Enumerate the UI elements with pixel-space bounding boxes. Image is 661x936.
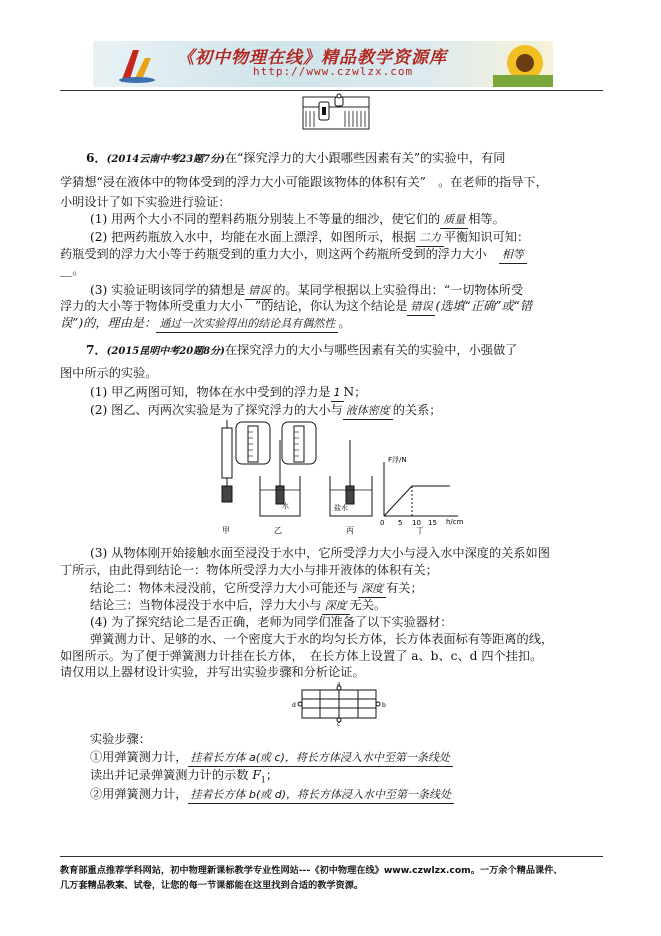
answer-blank: 相等 xyxy=(499,247,527,264)
fig-label-bing: 丙 xyxy=(346,526,354,535)
banner-url[interactable]: http://www.czwlzx.com xyxy=(253,65,414,78)
footer-rule xyxy=(60,856,603,857)
q6-part-1: (1) 用两个大小不同的塑料药瓶分别装上不等量的细沙，使它们的 质量 相等。 xyxy=(90,211,505,229)
q6-part-2: (2) 把两药瓶放入水中，均能在水面上漂浮，如图所示，根据 二力 平衡知识可知： xyxy=(90,229,529,247)
answer-blank: 深度 xyxy=(322,598,350,615)
footer-line-2: 几万套精品教案、试卷，让您的每一节课都能在这里找到合适的教学资源。 xyxy=(60,880,364,891)
hook-label-d: d xyxy=(292,702,296,709)
q6-part-3-reason: 误”)的，理由是： 通过一次实验得出的结论具有偶然性 。 xyxy=(60,315,351,333)
q6-line-1 xyxy=(86,150,505,168)
q7-part-4-b: 弹簧测力计、足够的水、一个密度大于水的均匀长方体，长方体表面标有等距离的线， xyxy=(90,632,554,646)
hook-label-b: b xyxy=(382,702,386,709)
graph-xlabel: h/cm xyxy=(446,518,464,526)
fig-label-ding: 丁 xyxy=(416,526,424,535)
q6-number: 6． xyxy=(86,151,107,165)
q6-part-2-cont: 药瓶受到的浮力大小等于药瓶受到的重力大小，则这两个药瓶所受到的浮力大小 相等 xyxy=(60,246,527,264)
beaker-label-saltwater: 盐水 xyxy=(334,504,348,512)
q6-part-3: (3) 实验证明该同学的猜想是 错误 的。某同学根据以上实验得出：“一切物体所受 xyxy=(90,282,523,300)
q7-conclusion-3: 结论三：当物体浸没于水中后，浮力大小与 深度 无关。 xyxy=(90,597,386,615)
q7-line-1 xyxy=(86,342,517,360)
q7-part-4: (4) 为了探究结论二是否正确，老师为同学们准备了以下实验器材： xyxy=(90,615,453,629)
q7-number: 7． xyxy=(86,343,107,357)
hook-label-c: c xyxy=(337,721,341,726)
q6-line-2: 学猜想“浸在液体中的物体受到的浮力大小可能跟该物体的体积有关” 。在老师的指导下， xyxy=(60,175,548,189)
steps-title: 实验步骤： xyxy=(90,732,151,746)
answer-blank: 二力 xyxy=(416,230,444,247)
answer-blank: 错误 xyxy=(407,299,435,316)
hook-label-a: a xyxy=(337,681,341,688)
q6-underscore: __。 xyxy=(60,263,85,277)
q7-line-2: 图中所示的实验。 xyxy=(60,366,158,380)
answer-blank: 挂着长方体 a(或 c)，将长方体浸入水中至第一条线处 xyxy=(188,750,453,767)
q7-part-2: (2) 图乙、丙两次实验是为了探究浮力的大小与 液体密度 的关系； xyxy=(90,402,441,420)
answer-blank: 通过一次实验得出的结论具有偶然性 xyxy=(156,316,338,333)
header-rule xyxy=(60,90,603,91)
header-banner xyxy=(93,41,553,87)
buoyancy-depth-graph xyxy=(380,455,464,527)
fig-label-yi: 乙 xyxy=(274,526,282,535)
sunflower-image xyxy=(493,41,553,87)
banner-title: 《初中物理在线》精品教学资源库 xyxy=(177,48,447,68)
q6-text: 在“探究浮力的大小跟哪些因素有关”的实验中，有同 xyxy=(224,151,506,165)
answer-blank: 深度 xyxy=(358,581,386,598)
answer-blank: 错误 xyxy=(245,283,273,300)
fig-label-jia: 甲 xyxy=(222,526,230,535)
answer-blank: 液体密度 xyxy=(343,403,393,420)
q7-text: 在探究浮力的大小与哪些因素有关的实验中，小强做了 xyxy=(224,343,518,357)
cuboid-figure xyxy=(288,680,388,726)
footer-line-1: 教育部重点推荐学科网站，初中物理新课标教学专业性网站---《初中物理在线》www.czwlzx.com。一万余个精品课件、 xyxy=(60,865,563,876)
answer-blank: 挂着长方体 b(或 d)，将长方体浸入水中至第一条线处 xyxy=(188,787,455,804)
graph-xtick: 0 xyxy=(380,519,385,527)
step-1-cont: 读出并记录弹簧测力计的示数 $F_1$； xyxy=(90,768,279,785)
floating-bottles-figure xyxy=(297,93,377,133)
q7-conclusion-2: 结论二：物体未浸没前，它所受浮力大小可能还与 深度 有关； xyxy=(90,580,423,598)
answer-blank: 1 xyxy=(331,385,344,402)
graph-ylabel: F浮/N xyxy=(388,456,407,464)
spring-scale-bing xyxy=(282,422,372,516)
q7-part-1: (1) 甲乙两图可知，物体在水中受到的浮力是 1 N； xyxy=(90,384,366,402)
q7-part-3: (3) 从物体刚开始接触水面至浸没于水中，它所受浮力大小与浸入水中深度的关系如图 xyxy=(90,546,550,560)
answer-blank: 质量 xyxy=(440,212,468,229)
step-2: ②用弹簧测力计， 挂着长方体 b(或 d)，将长方体浸入水中至第一条线处 xyxy=(90,786,454,804)
site-logo xyxy=(115,46,155,84)
q7-part-4-d: 请仅用以上器材设计实验，并写出实验步骤和分析论证。 xyxy=(60,665,365,679)
graph-xtick: 10 xyxy=(412,519,421,527)
buoyancy-experiment-figure xyxy=(208,420,468,535)
q6-part-3-cont: 浮力的大小等于物体所受重力大小 ”的结论，你认为这个结论是 错误 (选填“正确”或“错 xyxy=(60,298,532,316)
q6-source: (2014云南中考23题7分) xyxy=(106,154,225,165)
q7-part-3-cont: 丁所示，由此得到结论一：物体所受浮力大小与排开液体的体积有关； xyxy=(60,563,438,577)
graph-xtick: 15 xyxy=(428,519,437,527)
beaker-label-water: 水 xyxy=(282,502,289,510)
q7-source: (2015昆明中考20题8分) xyxy=(106,346,225,357)
q6-line-3: 小明设计了如下实验进行验证： xyxy=(60,195,231,209)
step-1: ①用弹簧测力计， 挂着长方体 a(或 c)，将长方体浸入水中至第一条线处 xyxy=(90,749,453,767)
spring-scale-jia xyxy=(222,420,232,502)
graph-xtick: 5 xyxy=(398,519,403,527)
q7-part-4-c: 如图所示。为了便于弹簧测力计挂在长方体， 在长方体上设置了 a、b、c、d 四个挂扣。 xyxy=(60,649,543,663)
